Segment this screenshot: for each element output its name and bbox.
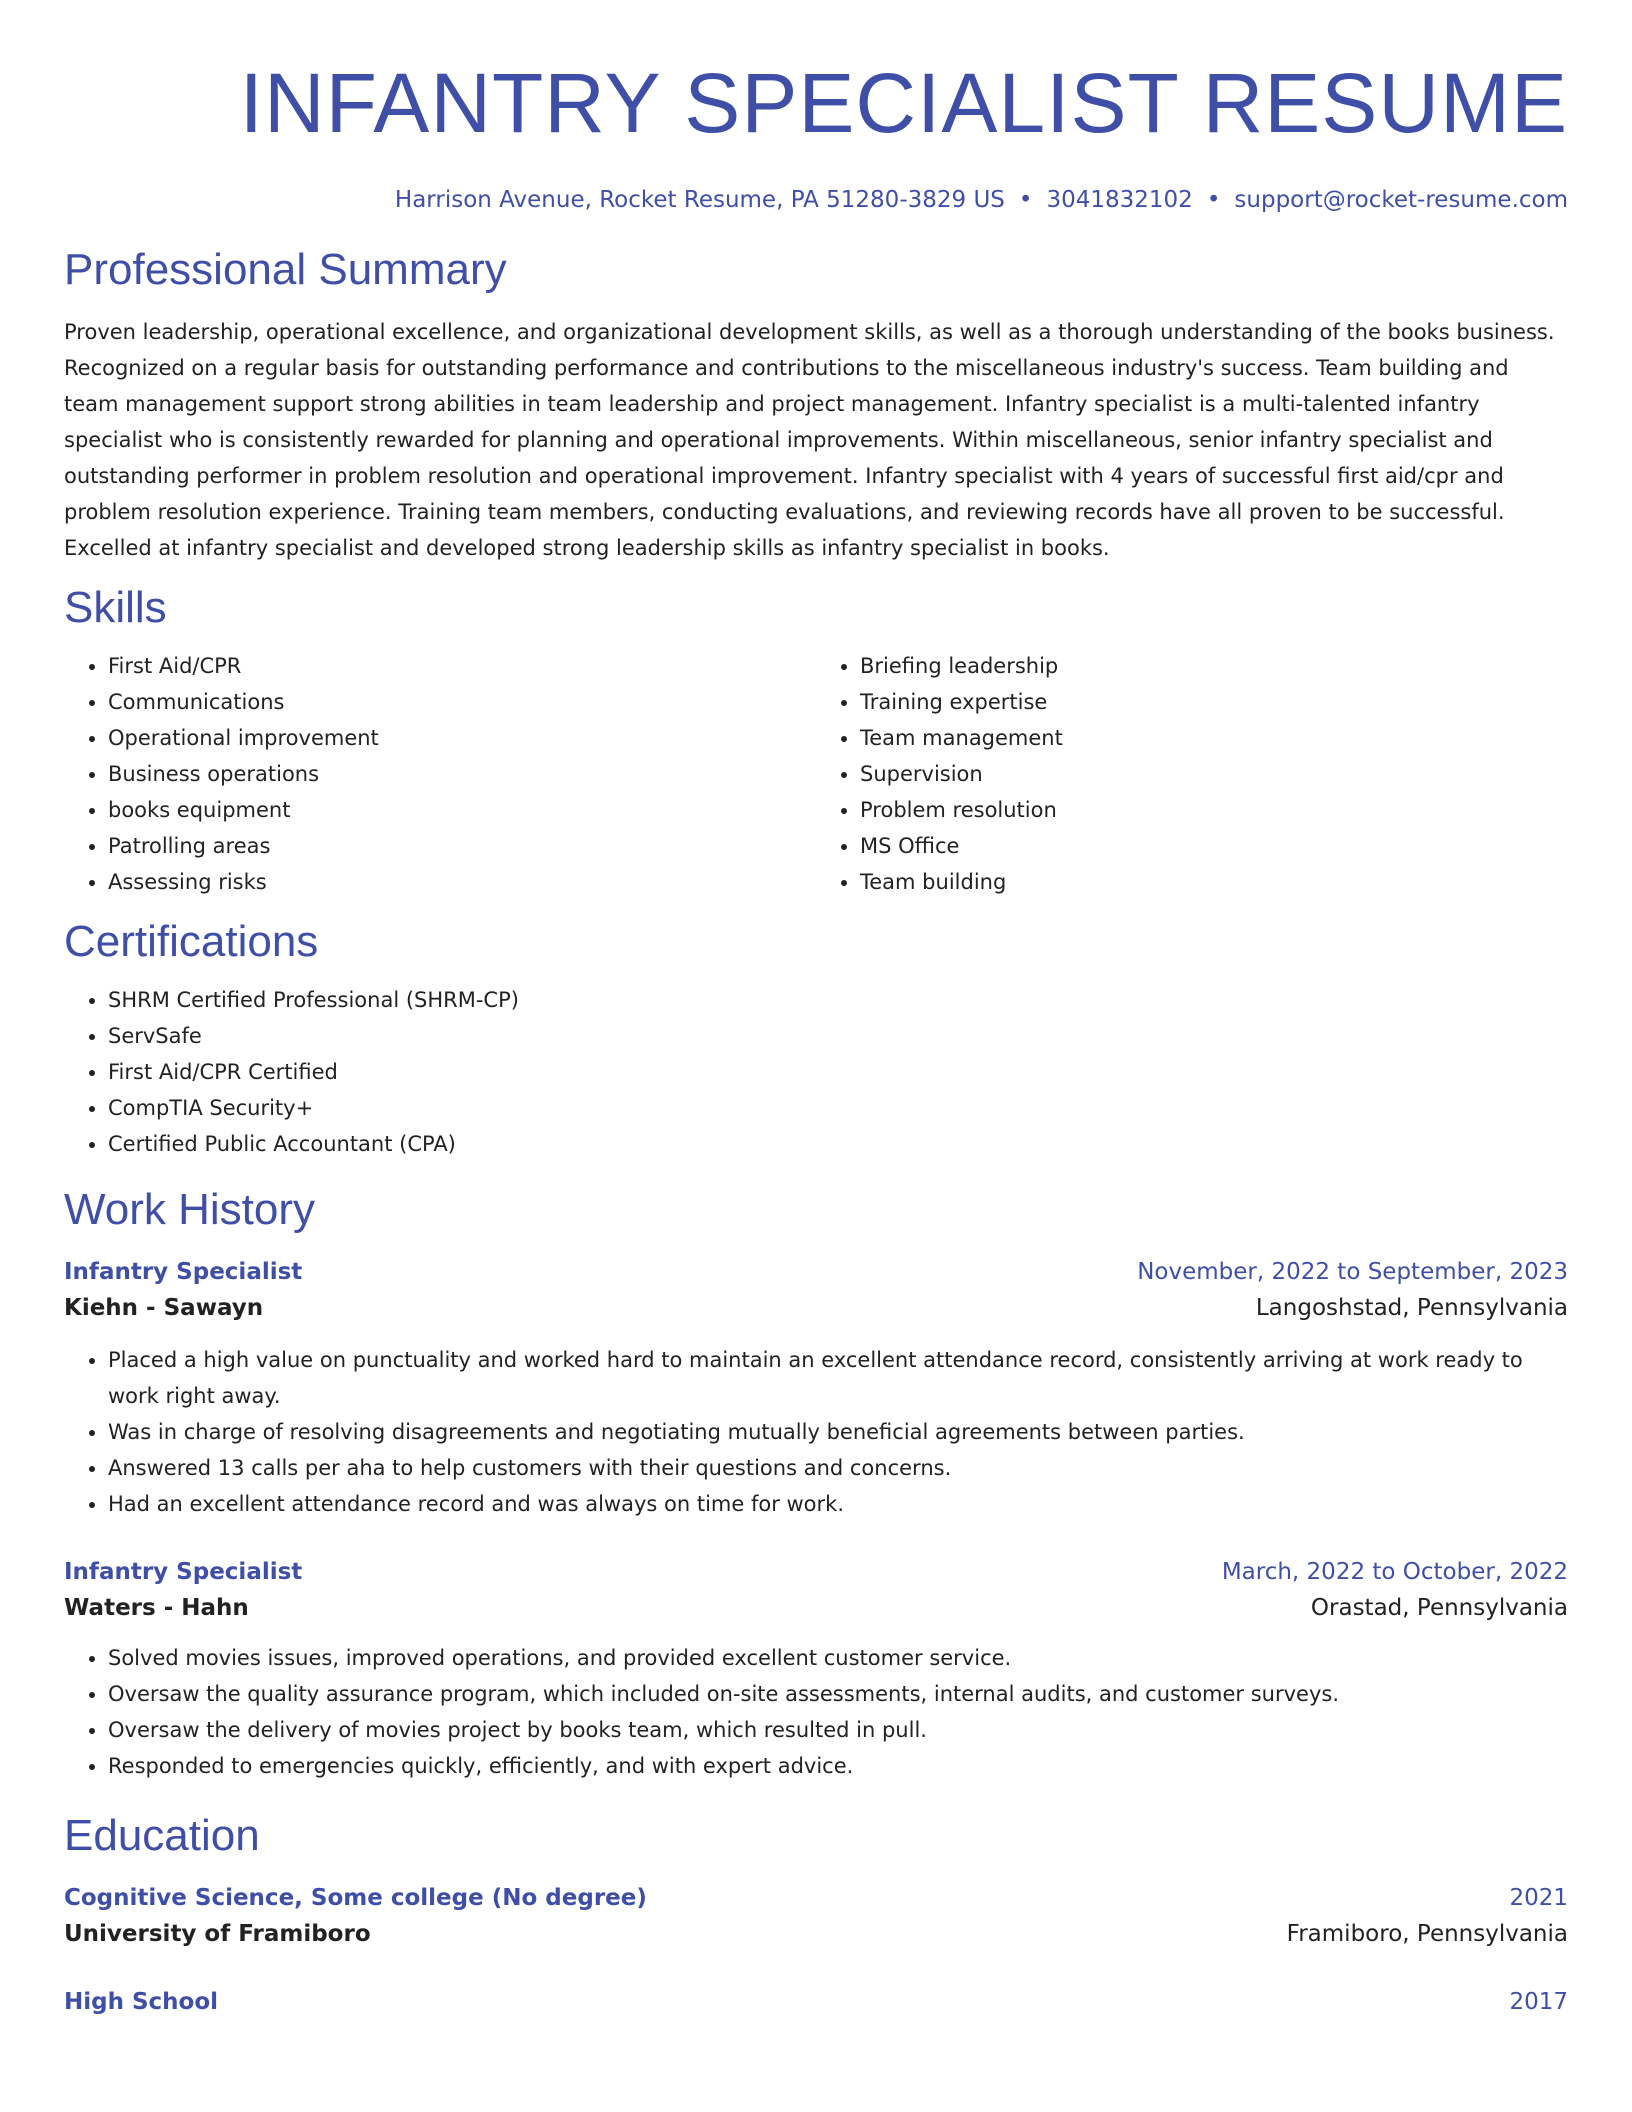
skill-item: • Operational improvement	[108, 720, 816, 756]
job-bullet: • Oversaw the quality assurance program, which included on-site assessments, internal audits, and customer surveys.	[108, 1676, 1568, 1712]
job-company: Kiehn - Sawayn	[64, 1295, 264, 1321]
education-year: 2017	[1509, 1989, 1568, 2015]
education-entry	[64, 1984, 1568, 2020]
certification-item: • Certified Public Accountant (CPA)	[108, 1126, 1568, 1162]
job-bullet: • Answered 13 calls per aha to help customers with their questions and concerns.	[108, 1450, 1568, 1486]
skills-heading: Skills	[64, 583, 167, 632]
contact-line	[64, 184, 1568, 216]
skill-item: • Supervision	[860, 756, 1568, 792]
job-title: Infantry Specialist	[64, 1259, 303, 1285]
job-entry	[64, 1554, 1568, 1784]
job-bullet: • Was in charge of resolving disagreements and negotiating mutually beneficial agreements between parties.	[108, 1414, 1568, 1450]
certification-item: • ServSafe	[108, 1018, 1568, 1054]
separator-dot: •	[1206, 187, 1221, 213]
job-dates: March, 2022 to October, 2022	[1221, 1559, 1568, 1585]
job-header	[64, 1554, 1568, 1590]
email-link[interactable]: support@rocket-resume.com	[1234, 187, 1568, 213]
resume-page	[64, 48, 1568, 2020]
education-subheader	[64, 1916, 1568, 1952]
skill-item: • Team management	[860, 720, 1568, 756]
education-entry	[64, 1880, 1568, 1952]
certification-item: • First Aid/CPR Certified	[108, 1054, 1568, 1090]
skills-columns	[64, 648, 1568, 900]
job-location: Langoshstad, Pennsylvania	[1255, 1295, 1568, 1321]
skill-item: • Training expertise	[860, 684, 1568, 720]
resume-title: INFANTRY SPECIALIST RESUME	[239, 56, 1568, 150]
summary-heading: Professional Summary	[64, 245, 507, 294]
phone: 3041832102	[1046, 187, 1193, 213]
certification-item: • CompTIA Security+	[108, 1090, 1568, 1126]
job-bullet: • Had an excellent attendance record and was always on time for work.	[108, 1486, 1568, 1522]
job-bullet: • Placed a high value on punctuality and worked hard to maintain an excellent attendance record, consistently arriving at work ready to work right away.	[108, 1342, 1568, 1414]
job-bullet: • Responded to emergencies quickly, efficiently, and with expert advice.	[108, 1748, 1568, 1784]
education-header	[64, 1984, 1568, 2020]
job-location: Orastad, Pennsylvania	[1310, 1595, 1568, 1621]
work-history-heading: Work History	[64, 1185, 315, 1234]
skills-right-list	[816, 648, 1568, 900]
education-heading: Education	[64, 1811, 260, 1860]
education-degree: High School	[64, 1989, 219, 2015]
skill-item: • Business operations	[108, 756, 816, 792]
skill-item: • Briefing leadership	[860, 648, 1568, 684]
address: Harrison Avenue, Rocket Resume, PA 51280-3829 US	[394, 187, 1005, 213]
skill-item: • Assessing risks	[108, 864, 816, 900]
job-company: Waters - Hahn	[64, 1595, 249, 1621]
skill-item: • Team building	[860, 864, 1568, 900]
education-location: Framiboro, Pennsylvania	[1286, 1921, 1568, 1947]
skill-item: • Communications	[108, 684, 816, 720]
job-bullets	[64, 1640, 1568, 1784]
separator-dot: •	[1018, 187, 1033, 213]
job-bullet: • Solved movies issues, improved operations, and provided excellent customer service.	[108, 1640, 1568, 1676]
skill-item: • Patrolling areas	[108, 828, 816, 864]
skill-item: • books equipment	[108, 792, 816, 828]
certifications-heading: Certifications	[64, 917, 319, 966]
skills-left-list	[64, 648, 816, 900]
job-subheader	[64, 1290, 1568, 1326]
education-degree: Cognitive Science, Some college (No degree)	[64, 1885, 647, 1911]
job-bullet: • Oversaw the delivery of movies project by books team, which resulted in pull.	[108, 1712, 1568, 1748]
education-year: 2021	[1509, 1885, 1568, 1911]
skill-item: • MS Office	[860, 828, 1568, 864]
certification-item: • SHRM Certified Professional (SHRM-CP)	[108, 982, 1568, 1018]
summary-text: Proven leadership, operational excellence, and organizational development skills, as well as a thorough understanding of the books business. Recognized on a regular basis for outstanding performance and contributions to the miscellaneous industry's success. Team building and team management support strong abilities in team leadership and project management. Infantry specialist is a multi-talented infantry specialist who is consistently rewarded for planning and operational improvements. Within miscellaneous, senior infantry specialist and outstanding performer in problem resolution and operational improvement. Infantry specialist with 4 years of successful first aid/cpr and problem resolution experience. Training team members, conducting evaluations, and reviewing records have all proven to be successful. Excelled at infantry specialist and developed strong leadership skills as infantry specialist in books.	[64, 320, 1555, 560]
job-bullets	[64, 1342, 1568, 1522]
job-subheader	[64, 1590, 1568, 1626]
certifications-list	[64, 982, 1568, 1162]
job-dates: November, 2022 to September, 2023	[1137, 1259, 1568, 1285]
job-title: Infantry Specialist	[64, 1559, 303, 1585]
education-header	[64, 1880, 1568, 1916]
job-header	[64, 1254, 1568, 1290]
education-school: University of Framiboro	[64, 1921, 371, 1947]
skill-item: • First Aid/CPR	[108, 648, 816, 684]
skill-item: • Problem resolution	[860, 792, 1568, 828]
job-entry	[64, 1254, 1568, 1522]
